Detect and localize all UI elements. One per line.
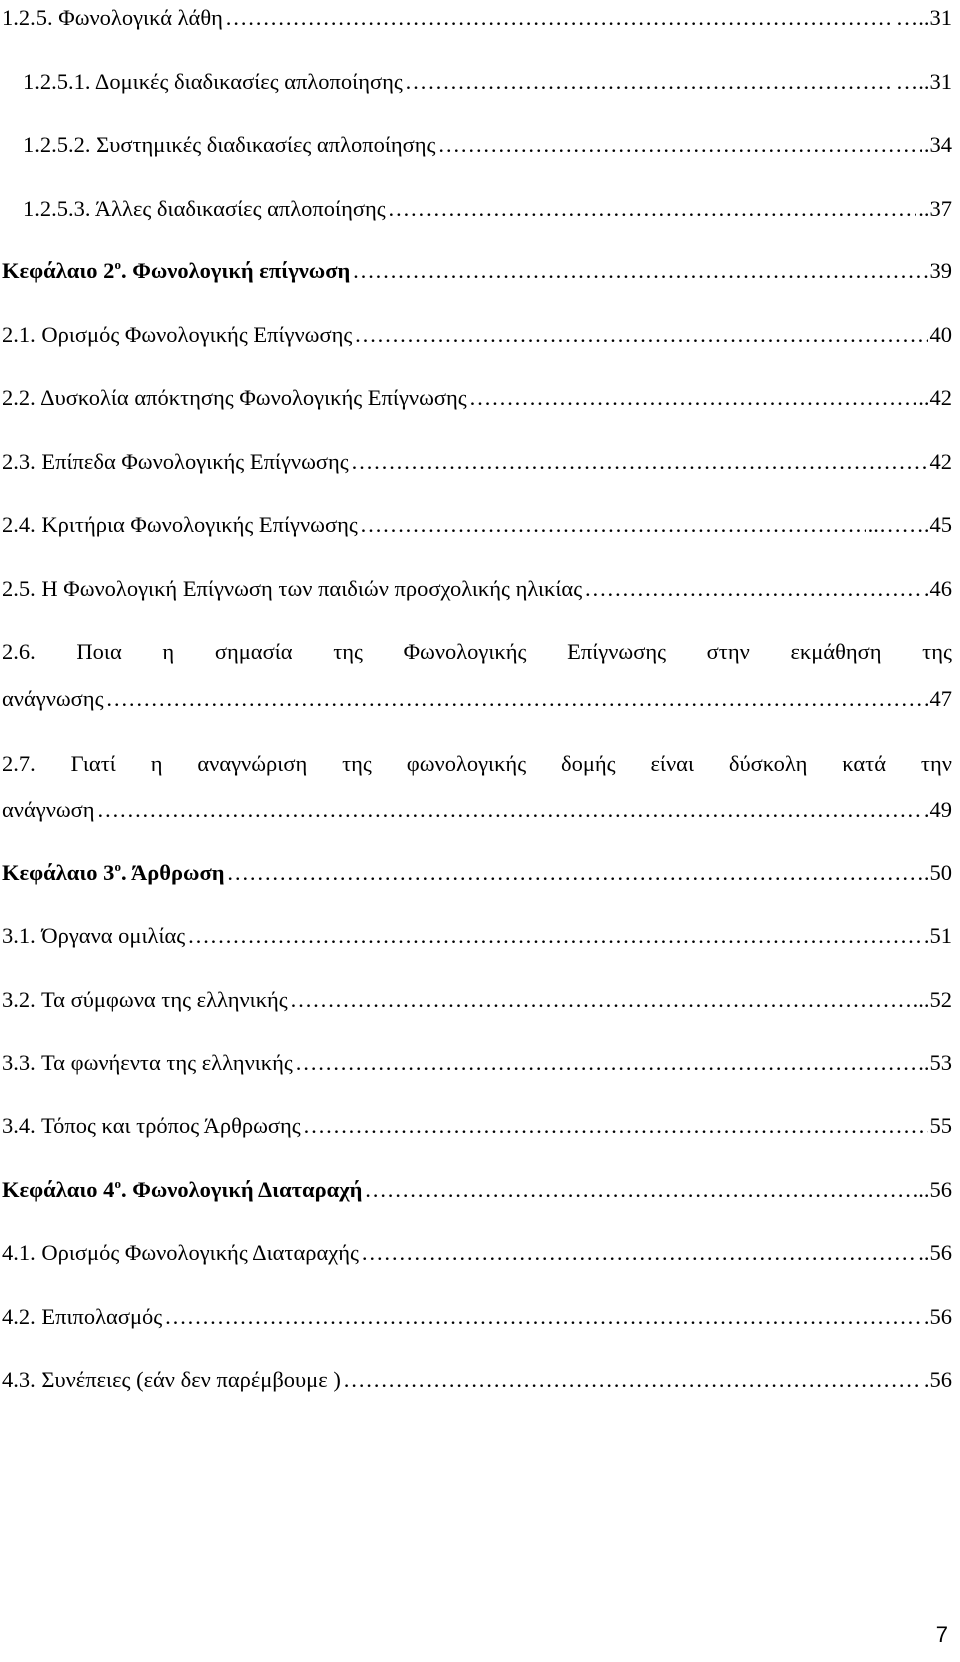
- toc-word: εκμάθηση: [790, 639, 882, 664]
- toc-entry-page: .51: [923, 923, 952, 948]
- toc-chapter-label: Κεφάλαιο $4^o$. Φωνολογική Διαταραχή: [2, 1176, 363, 1202]
- toc-leader-dots: [354, 321, 927, 349]
- toc-leader-dots: [352, 257, 927, 285]
- toc-word: στην: [706, 639, 750, 664]
- toc-entry-label: 4.1. Ορισμός Φωνολογικής Διαταραχής: [2, 1240, 359, 1265]
- toc-leader-dots: [405, 68, 894, 96]
- toc-entry-label: 1.2.5.3. Άλλες διαδικασίες απλοποίησης: [23, 196, 386, 221]
- toc-entry-page: ..37: [918, 196, 952, 221]
- toc-entry-label: 1.2.5.2. Συστημικές διαδικασίες απλοποίησης: [23, 132, 436, 157]
- toc-word: 2.7.: [2, 751, 36, 776]
- toc-entry-label: 4.2. Επιπολασμός: [2, 1304, 163, 1329]
- toc-entry: [2, 4, 952, 32]
- toc-entry-label: ανάγνωσης: [2, 686, 104, 711]
- toc-leader-dots: [364, 1176, 910, 1204]
- toc-chapter-entry: [2, 257, 952, 285]
- toc-word: της: [333, 639, 363, 664]
- toc-leader-dots: [343, 1366, 922, 1394]
- toc-entry: [23, 131, 952, 159]
- toc-entry-page: 47: [929, 686, 952, 711]
- toc-word: Φωνολογικής: [403, 639, 527, 664]
- toc-entry-page: .49: [923, 797, 952, 822]
- toc-entry-page: ..42: [918, 385, 952, 410]
- toc-leader-dots: [303, 1112, 928, 1140]
- toc-word: είναι: [650, 751, 695, 776]
- toc-entry-label: 2.2. Δυσκολία απόκτησης Φωνολογικής Επίγνωσης: [2, 385, 467, 410]
- toc-entry: [2, 685, 952, 713]
- toc-leader-dots: [187, 922, 922, 950]
- toc-leader-dots: [351, 448, 928, 476]
- toc-entry: [2, 796, 952, 824]
- toc-word: Γιατί: [70, 751, 116, 776]
- toc-leader-dots: [290, 986, 911, 1014]
- toc-entry-page: ..…….45: [867, 512, 952, 537]
- toc-leader-dots: [226, 859, 921, 887]
- toc-word: Επίγνωσης: [567, 639, 666, 664]
- toc-word: σημασία: [214, 639, 293, 664]
- toc-entry-page: .56: [923, 1367, 952, 1392]
- toc-word: της: [342, 751, 372, 776]
- toc-entry-label: 3.1. Όργανα ομιλίας: [2, 923, 186, 948]
- page-number: 7: [935, 1622, 948, 1647]
- toc-entry: [2, 922, 952, 950]
- toc-leader-dots: [361, 1239, 916, 1267]
- toc-chapter-entry: [2, 1176, 952, 1204]
- toc-entry-page: 42: [929, 449, 952, 474]
- toc-leader-dots: [388, 195, 917, 223]
- toc-entry-wrapped-line: [2, 638, 952, 666]
- toc-entry-label: 4.3. Συνέπειες (εάν δεν παρέμβουμε ): [2, 1367, 341, 1392]
- toc-chapter-entry: [2, 859, 952, 887]
- toc-word: αναγνώριση: [197, 751, 308, 776]
- toc-entry-page: …..31: [895, 69, 952, 94]
- toc-word: δύσκολη: [728, 751, 808, 776]
- toc-entry-label: 3.4. Τόπος και τρόπος Άρθρωσης: [2, 1113, 301, 1138]
- toc-entry-label: 2.4. Κριτήρια Φωνολογικής Επίγνωσης: [2, 512, 358, 537]
- toc-entry: [2, 1366, 952, 1394]
- toc-entry-page: ..56: [918, 1240, 952, 1265]
- toc-leader-dots: [105, 685, 927, 713]
- toc-entry-page: ...56: [912, 1177, 952, 1202]
- toc-entry: [2, 1239, 952, 1267]
- toc-entry: [2, 1049, 952, 1077]
- toc-leader-dots: [437, 131, 921, 159]
- toc-entry: [23, 68, 952, 96]
- toc-entry: [23, 195, 952, 223]
- toc-word: η: [150, 751, 163, 776]
- toc-word: την: [920, 751, 952, 776]
- toc-chapter-label: Κεφάλαιο $2^o$. Φωνολογική επίγνωση: [2, 257, 351, 283]
- toc-entry-label: ανάγνωση: [2, 797, 95, 822]
- toc-entry-label: 3.2. Τα σύμφωνα της ελληνικής: [2, 987, 288, 1012]
- toc-entry-page: 39: [929, 258, 952, 283]
- toc-entry-page: .34: [923, 132, 952, 157]
- toc-entry: [2, 321, 952, 349]
- toc-entry: [2, 511, 952, 539]
- toc-leader-dots: [164, 1303, 922, 1331]
- toc-word: της: [922, 639, 952, 664]
- toc-entry: [2, 986, 952, 1014]
- toc-entry-page: ...52: [912, 987, 952, 1012]
- toc-entry-page: .46: [923, 576, 952, 601]
- toc-entry-label: 2.1. Ορισμός Φωνολογικής Επίγνωσης: [2, 322, 353, 347]
- toc-word: η: [162, 639, 175, 664]
- toc-entry-label: 2.5. Η Φωνολογική Επίγνωση των παιδιών προσχολικής ηλικίας: [2, 576, 583, 601]
- toc-word: φωνολογικής: [406, 751, 527, 776]
- toc-leader-dots: [469, 384, 917, 412]
- toc-word: δομής: [561, 751, 616, 776]
- toc-entry-page: 55: [929, 1113, 952, 1138]
- toc-entry-page: .56: [923, 1304, 952, 1329]
- toc-entry: [2, 1303, 952, 1331]
- toc-entry-label: 1.2.5.1. Δομικές διαδικασίες απλοποίησης: [23, 69, 403, 94]
- toc-entry-page: …..31: [895, 5, 952, 30]
- toc-entry-page: .50: [923, 860, 952, 885]
- toc-leader-dots: [584, 575, 922, 603]
- toc-entry-label: 3.3. Τα φωνήεντα της ελληνικής: [2, 1050, 293, 1075]
- toc-leader-dots: [97, 796, 922, 824]
- toc-leader-dots: [225, 4, 894, 32]
- toc-entry-label: 2.3. Επίπεδα Φωνολογικής Επίγνωσης: [2, 449, 349, 474]
- toc-entry: [2, 575, 952, 603]
- toc-entry: [2, 448, 952, 476]
- toc-word: κατά: [842, 751, 887, 776]
- toc-entry-wrapped-line: [2, 750, 952, 778]
- toc-entry: [2, 1112, 952, 1140]
- toc-leader-dots: [360, 511, 866, 539]
- toc-word: 2.6.: [2, 639, 36, 664]
- toc-chapter-label: Κεφάλαιο $3^o$. Άρθρωση: [2, 859, 225, 885]
- toc-entry-page: 40: [929, 322, 952, 347]
- toc-entry: [2, 384, 952, 412]
- toc-word: Ποια: [76, 639, 122, 664]
- toc-entry-page: ..53: [918, 1050, 952, 1075]
- toc-leader-dots: [295, 1049, 916, 1077]
- toc-entry-label: 1.2.5. Φωνολογικά λάθη: [2, 5, 223, 30]
